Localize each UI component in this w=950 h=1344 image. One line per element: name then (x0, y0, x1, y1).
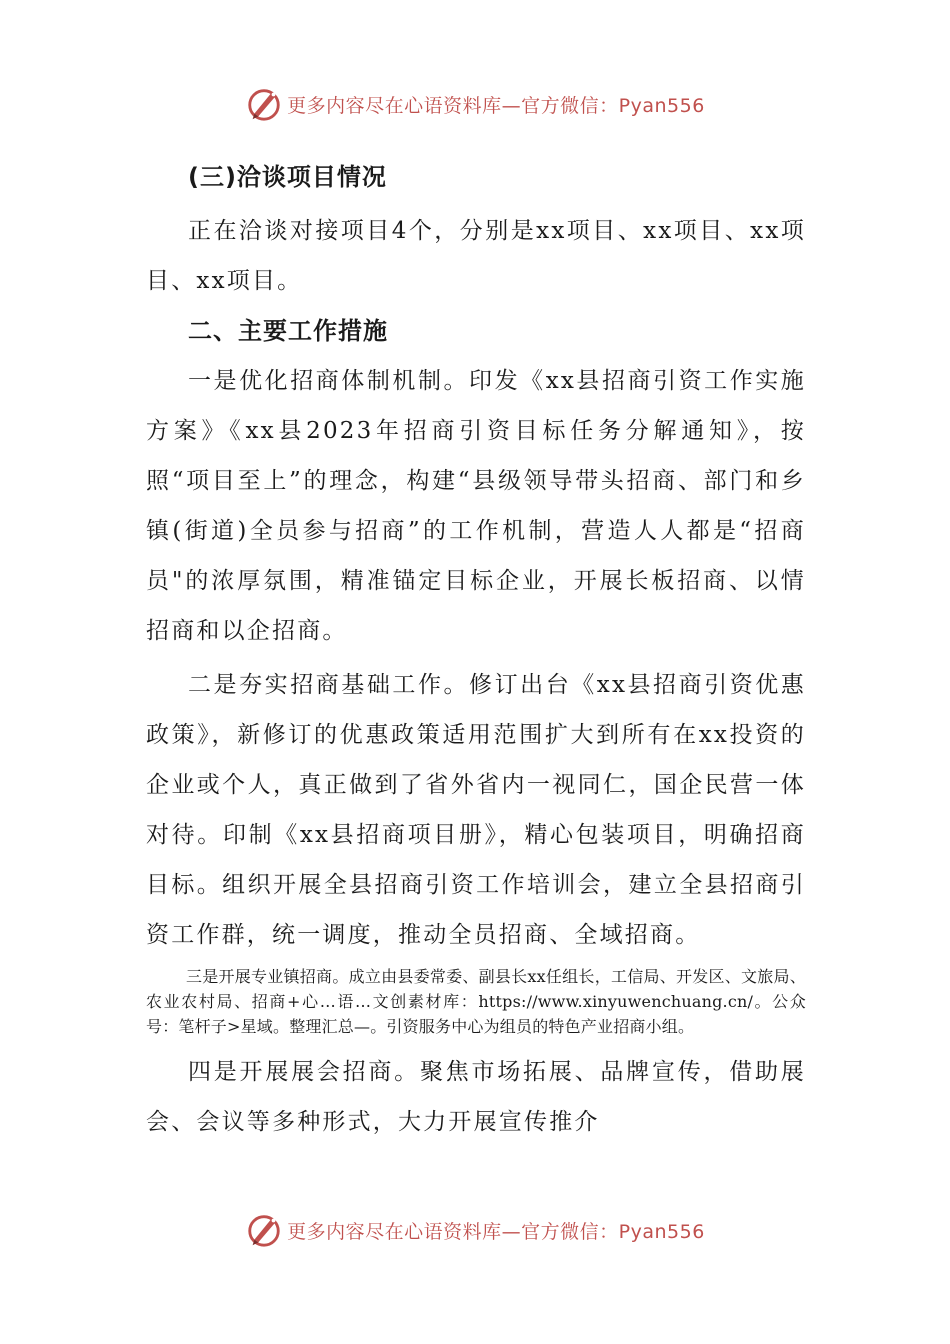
watermark-brand: 更多内容尽在心语资料库 (287, 1220, 502, 1243)
paragraph-measure-four: 四是开展展会招商。聚焦市场拓展、品牌宣传，借助展会、会议等多种形式，大力开展宣传推介 (146, 1059, 806, 1135)
paragraph-measure-two: 二是夯实招商基础工作。修订出台《xx县招商引资优惠政策》，新修订的优惠政策适用范围扩大到所有在xx投资的企业或个人，真正做到了省外省内一视同仁，国企民营一体对待。印制《xx县招商项目册》，精心包装项目，明确招商目标。组织开展全县招商引资工作培训会，建立全县招商引资工作群，统一调度，推动全员招商、全域招商。 (146, 672, 806, 948)
watermark-wechat: —官方微信：Pyan556 (501, 1220, 705, 1243)
paragraph-measure-one: 一是优化招商体制机制。印发《xx县招商引资工作实施方案》《xx县2023年招商引资目标任务分解通知》，按照“项目至上”的理念，构建“县级领导带头招商、部门和乡镇(街道)全员参与招商”的工作机制，营造人人都是“招商员"的浓厚氛围，精准锚定目标企业，开展长板招商、以情招商和以企招商。 (146, 368, 806, 644)
paragraph-project-status: 正在洽谈对接项目4个，分别是xx项目、xx项目、xx项目、xx项目。 (146, 218, 806, 294)
watermark-wechat: —官方微信：Pyan556 (501, 94, 705, 117)
heading-project-status: (三)洽谈项目情况 (188, 163, 387, 191)
header-watermark (0, 82, 950, 126)
watermark-brand: 更多内容尽在心语资料库 (287, 94, 502, 117)
document-body (146, 146, 806, 1147)
paragraph-measure-three: 三是开展专业镇招商。成立由县委常委、副县长xx任组长，工信局、开发区、文旅局、农业农村局、招商+心…语…文创素材库：https://www.xinyuwenchuang.cn/。公众号：笔杆子>星域。整理汇总—。引资服务中心为组员的特色产业招商小组。 (146, 967, 806, 1036)
heading-work-measures: 二、主要工作措施 (188, 317, 388, 345)
pen-circle-logo-icon (245, 1211, 283, 1249)
pen-circle-logo-icon (245, 85, 283, 123)
footer-watermark (0, 1208, 950, 1252)
